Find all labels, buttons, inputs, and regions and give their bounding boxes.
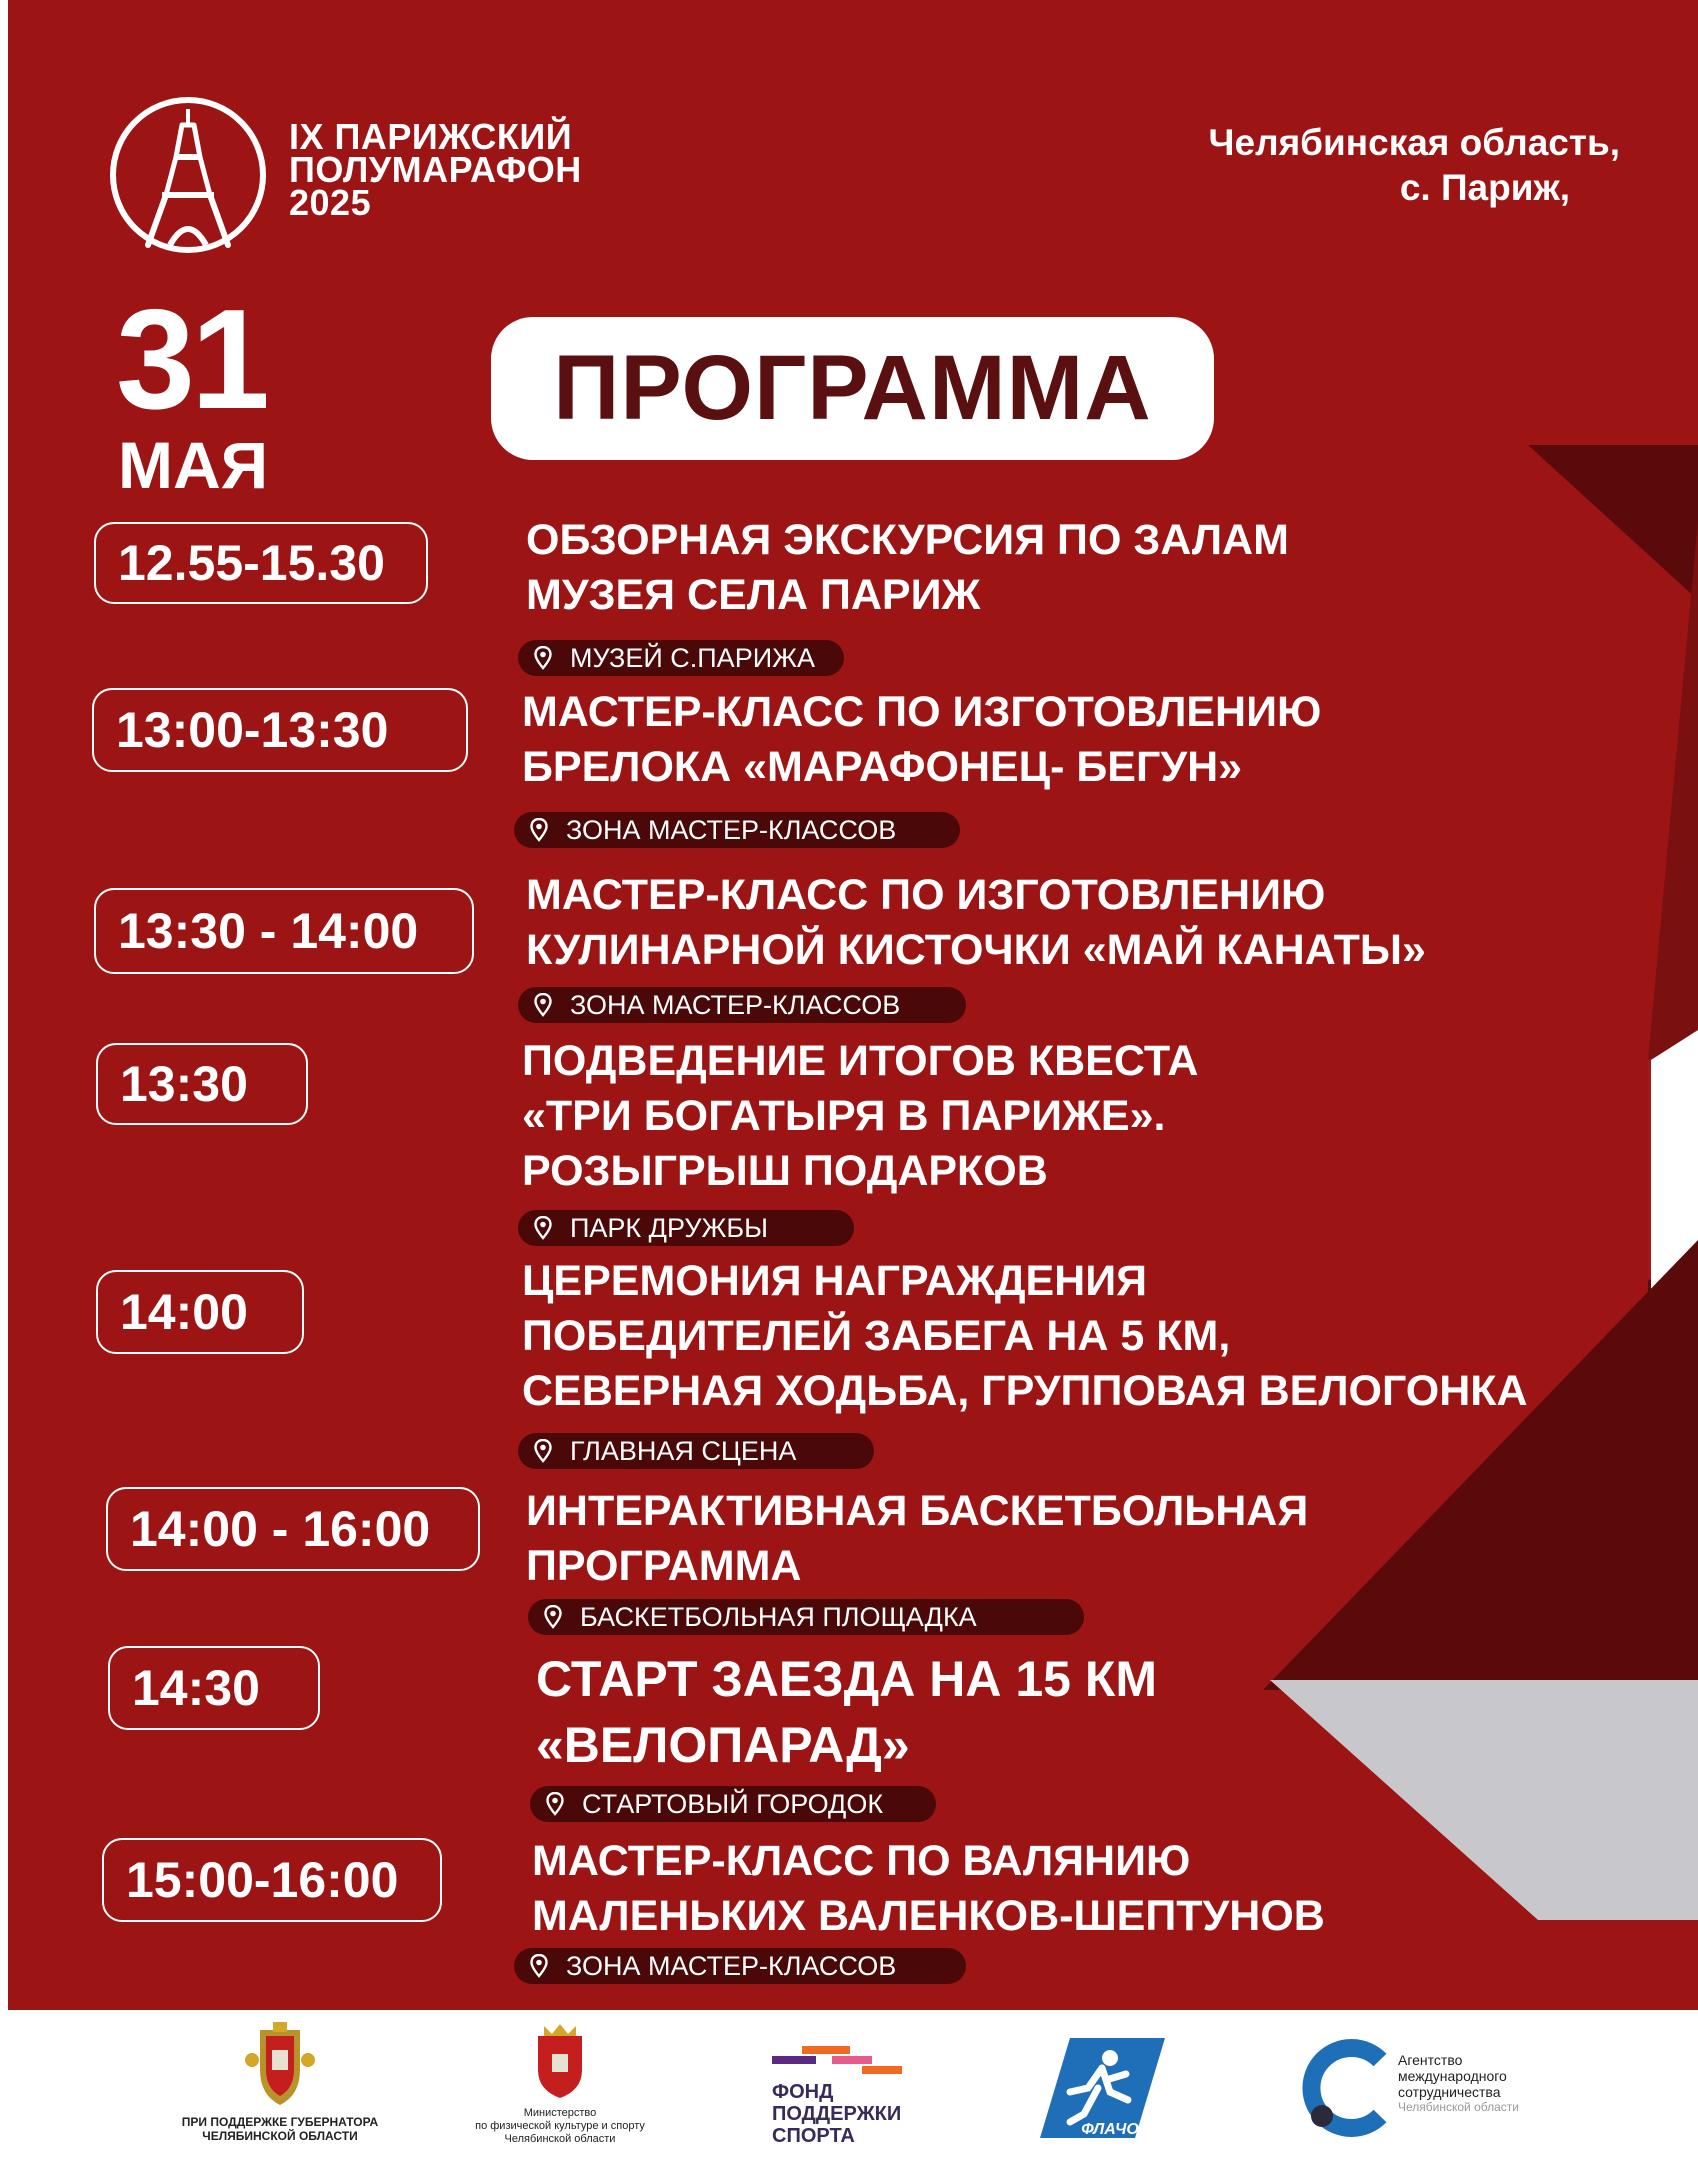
- fund-line: ПОДДЕРЖКИ: [772, 2103, 902, 2125]
- map-pin-icon: [530, 818, 548, 842]
- schedule-time: 12.55-15.30: [94, 522, 428, 604]
- event-line: МУЗЕЯ СЕЛА ПАРИЖ: [526, 571, 981, 619]
- event-line: ИНТЕРАКТИВНАЯ БАСКЕТБОЛЬНАЯ: [526, 1487, 1309, 1535]
- schedule-event: [526, 1484, 1308, 1594]
- map-pin-icon: [534, 993, 552, 1017]
- runner-icon: [1040, 2030, 1170, 2145]
- logo-line: ПОЛУМАРАФОН: [289, 149, 582, 190]
- schedule-place: [514, 812, 960, 848]
- schedule-time: 13:00-13:30: [92, 688, 468, 772]
- location-line: с. Париж,: [1399, 167, 1570, 208]
- event-line: КУЛИНАРНОЙ КИСТОЧКИ «МАЙ КАНАТЫ»: [526, 926, 1426, 974]
- place-label: ГЛАВНАЯ СЦЕНА: [570, 1435, 797, 1466]
- sponsor-caption: Челябинской области: [504, 2133, 616, 2145]
- event-line: ОБЗОРНАЯ ЭКСКУРСИЯ ПО ЗАЛАМ: [526, 516, 1289, 564]
- schedule-time: 14:30: [108, 1646, 320, 1730]
- event-line: МАСТЕР-КЛАСС ПО ИЗГОТОВЛЕНИЮ: [526, 871, 1326, 919]
- place-label: ЗОНА МАСТЕР-КЛАССОВ: [566, 814, 897, 845]
- red-background: [8, 0, 1698, 2010]
- flacho-label: ФЛАЧО: [1081, 2121, 1139, 2138]
- place-label: ПАРК ДРУЖБЫ: [570, 1212, 769, 1243]
- ministry-emblem-icon: [530, 2022, 590, 2102]
- event-line: СТАРТ ЗАЕЗДА НА 15 КМ: [536, 1651, 1157, 1707]
- schedule-event: [522, 685, 1321, 795]
- event-line: БРЕЛОКА «МАРАФОНЕЦ- БЕГУН»: [522, 743, 1243, 791]
- map-pin-icon: [546, 1792, 564, 1816]
- eiffel-tower-logo-icon: [108, 95, 268, 255]
- date-month: МАЯ: [118, 428, 269, 502]
- schedule-place: [514, 1948, 966, 1984]
- agency-logo-icon: [1300, 2038, 1392, 2138]
- schedule-place: [518, 1433, 874, 1469]
- schedule-event: [522, 1254, 1528, 1419]
- coat-of-arms-icon: [240, 2020, 320, 2110]
- event-line: МАСТЕР-КЛАСС ПО ВАЛЯНИЮ: [532, 1837, 1191, 1885]
- schedule-event: [536, 1646, 1157, 1778]
- map-pin-icon: [534, 646, 552, 670]
- fund-logo-icon: [772, 2046, 912, 2076]
- schedule-place: [518, 640, 844, 676]
- fund-line: СПОРТА: [772, 2125, 855, 2147]
- deco-grey-shape: [1270, 1680, 1698, 1920]
- agency-line: Челябинской области: [1398, 2100, 1519, 2114]
- logo-line: 2025: [289, 182, 372, 223]
- schedule-event: [526, 868, 1426, 978]
- event-line: «ВЕЛОПАРАД»: [536, 1717, 910, 1773]
- schedule-place: [518, 1210, 854, 1246]
- schedule-time: 14:00: [96, 1270, 304, 1354]
- location-line: Челябинская область,: [1208, 122, 1620, 163]
- event-line: МАСТЕР-КЛАСС ПО ИЗГОТОВЛЕНИЮ: [522, 688, 1322, 736]
- sponsor-caption: ПРИ ПОДДЕРЖКЕ ГУБЕРНАТОРА: [181, 2115, 379, 2129]
- event-line: ПОДВЕДЕНИЕ ИТОГОВ КВЕСТА: [522, 1037, 1199, 1085]
- date-day: 31: [116, 280, 266, 439]
- event-line: РОЗЫГРЫШ ПОДАРКОВ: [522, 1147, 1048, 1195]
- fund-line: ФОНД: [772, 2081, 834, 2103]
- schedule-event: [522, 1034, 1198, 1199]
- agency-line: международного: [1398, 2068, 1507, 2084]
- schedule-time: 15:00-16:00: [102, 1838, 442, 1922]
- sponsor-caption: Министерство: [523, 2107, 597, 2119]
- schedule-place: [530, 1786, 936, 1822]
- schedule-time: 13:30: [96, 1043, 308, 1125]
- place-label: ЗОНА МАСТЕР-КЛАССОВ: [570, 989, 901, 1020]
- sponsor-caption: по физической культуре и спорту: [475, 2120, 645, 2132]
- event-line: ЦЕРЕМОНИЯ НАГРАЖДЕНИЯ: [522, 1257, 1148, 1305]
- schedule-time: 13:30 - 14:00: [94, 888, 474, 974]
- sponsors-footer: [0, 2010, 1698, 2160]
- map-pin-icon: [534, 1439, 552, 1463]
- event-logo-text: [289, 116, 582, 223]
- event-line: СЕВЕРНАЯ ХОДЬБА, ГРУППОВАЯ ВЕЛОГОНКА: [522, 1367, 1528, 1415]
- sponsor-fund: [772, 2046, 922, 2147]
- sponsor-caption: ЧЕЛЯБИНСКОЙ ОБЛАСТИ: [202, 2129, 358, 2143]
- agency-line: Агентство: [1398, 2052, 1463, 2068]
- place-label: СТАРТОВЫЙ ГОРОДОК: [582, 1788, 884, 1819]
- schedule-place: [518, 987, 966, 1023]
- place-label: БАСКЕТБОЛЬНАЯ ПЛОЩАДКА: [580, 1601, 977, 1632]
- map-pin-icon: [544, 1605, 562, 1629]
- sponsor-flacho: [1035, 2030, 1175, 2150]
- map-pin-icon: [534, 1216, 552, 1240]
- event-line: МАЛЕНЬКИХ ВАЛЕНКОВ-ШЕПТУНОВ: [532, 1892, 1325, 1940]
- map-pin-icon: [530, 1954, 548, 1978]
- place-label: ЗОНА МАСТЕР-КЛАССОВ: [566, 1950, 897, 1981]
- logo-line: IX ПАРИЖСКИЙ: [289, 116, 573, 157]
- schedule-event: [532, 1834, 1325, 1944]
- event-line: «ТРИ БОГАТЫРЯ В ПАРИЖЕ».: [522, 1092, 1166, 1140]
- location: [1209, 120, 1621, 210]
- sponsor-ministry: [430, 2022, 690, 2146]
- schedule-place: [528, 1599, 1084, 1635]
- schedule-time: 14:00 - 16:00: [106, 1487, 480, 1571]
- event-line: ПРОГРАММА: [526, 1542, 802, 1590]
- place-label: МУЗЕЙ С.ПАРИЖА: [570, 642, 816, 673]
- schedule-event: [526, 513, 1289, 623]
- agency-line: сотрудничества: [1398, 2084, 1501, 2100]
- program-title-pill: [491, 317, 1214, 460]
- event-line: ПОБЕДИТЕЛЕЙ ЗАБЕГА НА 5 КМ,: [522, 1312, 1231, 1360]
- program-title: ПРОГРАММА: [553, 337, 1152, 439]
- sponsor-agency: [1300, 2038, 1560, 2138]
- sponsor-governor: [160, 2020, 400, 2143]
